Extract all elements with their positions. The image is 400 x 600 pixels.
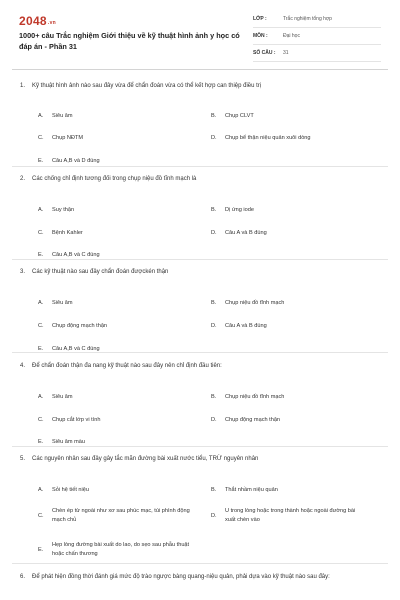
meta-info — [253, 11, 381, 62]
option-text: Siêu âm màu — [52, 439, 85, 445]
option-label: B. — [211, 113, 217, 119]
option-label: B. — [211, 394, 217, 400]
option-text: Siêu âm — [52, 394, 73, 400]
option-text: Chụp cắt lớp vi tính — [52, 417, 101, 423]
meta-label: MÔN : — [253, 33, 268, 39]
meta-row-class — [253, 11, 381, 28]
option-label: C. — [38, 230, 44, 236]
option-d[interactable] — [211, 229, 365, 238]
option-b[interactable] — [211, 486, 365, 495]
option-text: Câu A,B và C đúng — [52, 346, 100, 352]
option-label: A. — [38, 487, 44, 493]
logo-text: 2048 — [19, 14, 47, 28]
question-number: 1. — [20, 83, 26, 89]
question-3 — [12, 267, 388, 352]
question-divider — [12, 166, 388, 167]
document-header — [0, 0, 400, 66]
question-number: 3. — [20, 269, 26, 275]
option-d[interactable] — [211, 322, 365, 331]
option-label: C. — [38, 135, 44, 141]
option-text: Câu A và B đúng — [225, 323, 267, 329]
question-divider — [12, 259, 388, 260]
question-number: 2. — [20, 176, 26, 182]
option-label: D. — [211, 417, 217, 423]
option-text: Siêu âm — [52, 300, 73, 306]
question-text: Các nguyên nhân sau đây gây tắc mãn đường bài xuất nước tiểu, TRỪ nguyên nhân — [32, 456, 259, 462]
option-text: Chụp NĐTM — [52, 135, 84, 141]
option-label: A. — [38, 394, 44, 400]
option-label: C. — [38, 323, 44, 329]
option-c[interactable] — [38, 134, 192, 143]
option-c[interactable] — [38, 507, 192, 525]
question-text: Kỹ thuật hình ảnh nào sau đây vừa để chẩn đoán vừa có thể kết hợp can thiệp điều trị — [32, 83, 262, 89]
option-text: Chụp niệu đồ tĩnh mạch — [225, 300, 285, 306]
option-label: A. — [38, 207, 44, 213]
option-b[interactable] — [211, 299, 365, 308]
meta-value: Trắc nghiệm tổng hợp — [283, 16, 332, 22]
option-label: B. — [211, 300, 217, 306]
option-text: Dị ứng iode — [225, 207, 254, 213]
option-label: C. — [38, 512, 44, 519]
option-e[interactable] — [38, 157, 192, 166]
option-label: A. — [38, 300, 44, 306]
option-c[interactable] — [38, 229, 192, 238]
option-text: Câu A,B và D đúng — [52, 158, 100, 164]
option-label: E. — [38, 346, 44, 352]
option-text: Hẹp lòng đường bài xuất do lao, do sẹo sau phẫu thuật hoặc chấn thương — [52, 542, 190, 557]
question-text: Để phát hiện đồng thời đánh giá mức độ trào ngược bàng quang-niệu quản, phải dựa vào kỹ thuật nào sau đây: — [32, 574, 330, 580]
option-text: Suy thận — [52, 207, 75, 213]
question-6 — [12, 572, 388, 582]
option-label: E. — [38, 158, 44, 164]
meta-value: Đại học — [283, 33, 300, 39]
option-label: D. — [211, 512, 217, 519]
option-label: B. — [211, 207, 217, 213]
option-label: A. — [38, 113, 44, 119]
option-label: D. — [211, 323, 217, 329]
option-text: Câu A và B đúng — [225, 230, 267, 236]
question-number: 5. — [20, 456, 26, 462]
logo-suffix: .vn — [47, 20, 57, 26]
option-text: Câu A,B và C đúng — [52, 252, 100, 258]
question-divider — [12, 446, 388, 447]
option-label: D. — [211, 230, 217, 236]
question-divider — [12, 563, 388, 564]
option-text: Chụp bể thận niệu quản xuôi dòng — [225, 135, 311, 141]
meta-label: SỐ CÂU : — [253, 50, 276, 56]
question-2 — [12, 174, 388, 258]
header-divider — [12, 69, 388, 70]
option-label: B. — [211, 487, 217, 493]
question-1 — [12, 81, 388, 164]
question-number: 4. — [20, 363, 26, 369]
meta-label: LỚP : — [253, 16, 267, 22]
option-e[interactable] — [38, 541, 192, 559]
option-text: Sỏi hệ tiết niệu — [52, 487, 90, 493]
option-a[interactable] — [38, 393, 192, 402]
option-a[interactable] — [38, 112, 192, 121]
question-text: Các kỹ thuật nào sau đây chẩn đoán đượckén thận — [32, 269, 169, 275]
option-text: Chụp CLVT — [225, 113, 254, 119]
option-text: Chèn ép từ ngoài như xơ sau phúc mạc, túi phình động mạch chủ — [52, 508, 190, 523]
question-text: Các chống chỉ định tương đối trong chụp niệu đồ tĩnh mạch là — [32, 176, 197, 182]
option-text: Siêu âm — [52, 113, 73, 119]
question-5 — [12, 454, 388, 557]
option-label: C. — [38, 417, 44, 423]
site-logo[interactable] — [19, 14, 56, 28]
option-text: Chụp động mạch thận — [225, 417, 281, 423]
meta-row-subject — [253, 28, 381, 45]
option-c[interactable] — [38, 322, 192, 331]
option-a[interactable] — [38, 299, 192, 308]
option-b[interactable] — [211, 112, 365, 121]
option-text: Chụp niệu đồ tĩnh mạch — [225, 394, 285, 400]
option-label: D. — [211, 135, 217, 141]
option-b[interactable] — [211, 206, 365, 215]
document-title: 1000+ câu Trắc nghiệm Giới thiệu về kỹ thuật hình ảnh y học có đáp án - Phần 31 — [19, 31, 240, 51]
option-d[interactable] — [211, 416, 365, 425]
option-text: Bệnh Kahler — [52, 230, 83, 236]
option-d[interactable] — [211, 507, 365, 525]
question-4 — [12, 361, 388, 445]
question-number: 6. — [20, 574, 26, 580]
option-text: Thắt nhầm niệu quản — [225, 487, 278, 493]
option-d[interactable] — [211, 134, 365, 143]
question-text: Để chẩn đoán thận đa nang kỹ thuật nào sau đây nên chỉ định đầu tiên: — [32, 363, 222, 369]
question-divider — [12, 352, 388, 353]
option-a[interactable] — [38, 486, 192, 495]
option-b[interactable] — [211, 393, 365, 402]
option-c[interactable] — [38, 416, 192, 425]
meta-row-count — [253, 45, 381, 62]
option-label: E. — [38, 546, 44, 553]
meta-value: 31 — [283, 50, 289, 56]
option-text: Chụp động mạch thận — [52, 323, 108, 329]
option-label: E. — [38, 252, 44, 258]
option-label: E. — [38, 439, 44, 445]
option-text: U trong lòng hoặc trong thành hoặc ngoài đường bài xuất chèn vào — [225, 508, 356, 523]
option-a[interactable] — [38, 206, 192, 215]
